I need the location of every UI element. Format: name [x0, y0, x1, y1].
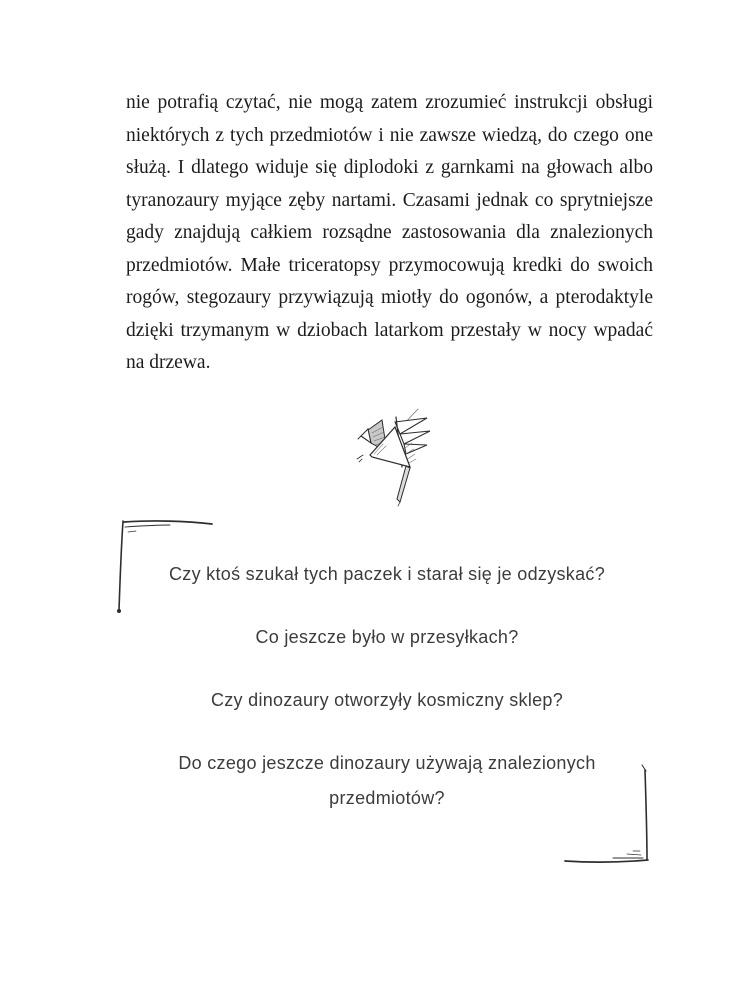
- questions-block: [152, 557, 622, 844]
- origami-crane-sketch: [350, 405, 450, 510]
- paragraph-line: nie potrafią czytać, nie mogą zatem zrozumieć instrukcji obsługi: [126, 92, 653, 113]
- paragraph-line: dzięki trzymanym w dziobach latarkom przestały w nocy wpadać: [126, 319, 653, 341]
- question-item: Co jeszcze było w przesyłkach?: [255, 627, 519, 647]
- question-item: Czy dinozaury otworzyły kosmiczny sklep?: [210, 690, 564, 710]
- paragraph-line: niektórych z tych przedmiotów i nie zawsze wiedzą, do czego one: [126, 124, 653, 146]
- paragraph-line: na drzewa.: [126, 352, 211, 373]
- paragraph-line: służą. I dlatego widuje się diplodoki z garnkami na głowach albo: [126, 157, 653, 178]
- paragraph-line: przedmiotów. Małe triceratopsy przymocowują kredki do swoich: [126, 254, 653, 276]
- body-paragraph: [126, 87, 653, 380]
- question-item: Do czego jeszcze dinozaury używają znalezionych przedmiotów?: [178, 753, 596, 808]
- corner-bracket-bottom-right-drawing: [555, 758, 660, 868]
- paragraph-line: gady znajdują całkiem rozsądne zastosowania dla znalezionych: [126, 222, 653, 243]
- question-item: Czy ktoś szukał tych paczek i starał się je odzyskać?: [168, 564, 606, 584]
- paragraph-line: tyranozaury myjące zęby nartami. Czasami jednak co sprytniejsze: [126, 189, 653, 211]
- origami-crane-drawing: [350, 405, 450, 510]
- corner-bracket-bottom-right: [555, 758, 660, 868]
- paragraph-line: rogów, stegozaury przywiązują miotły do ogonów, a pterodaktyle: [126, 287, 653, 308]
